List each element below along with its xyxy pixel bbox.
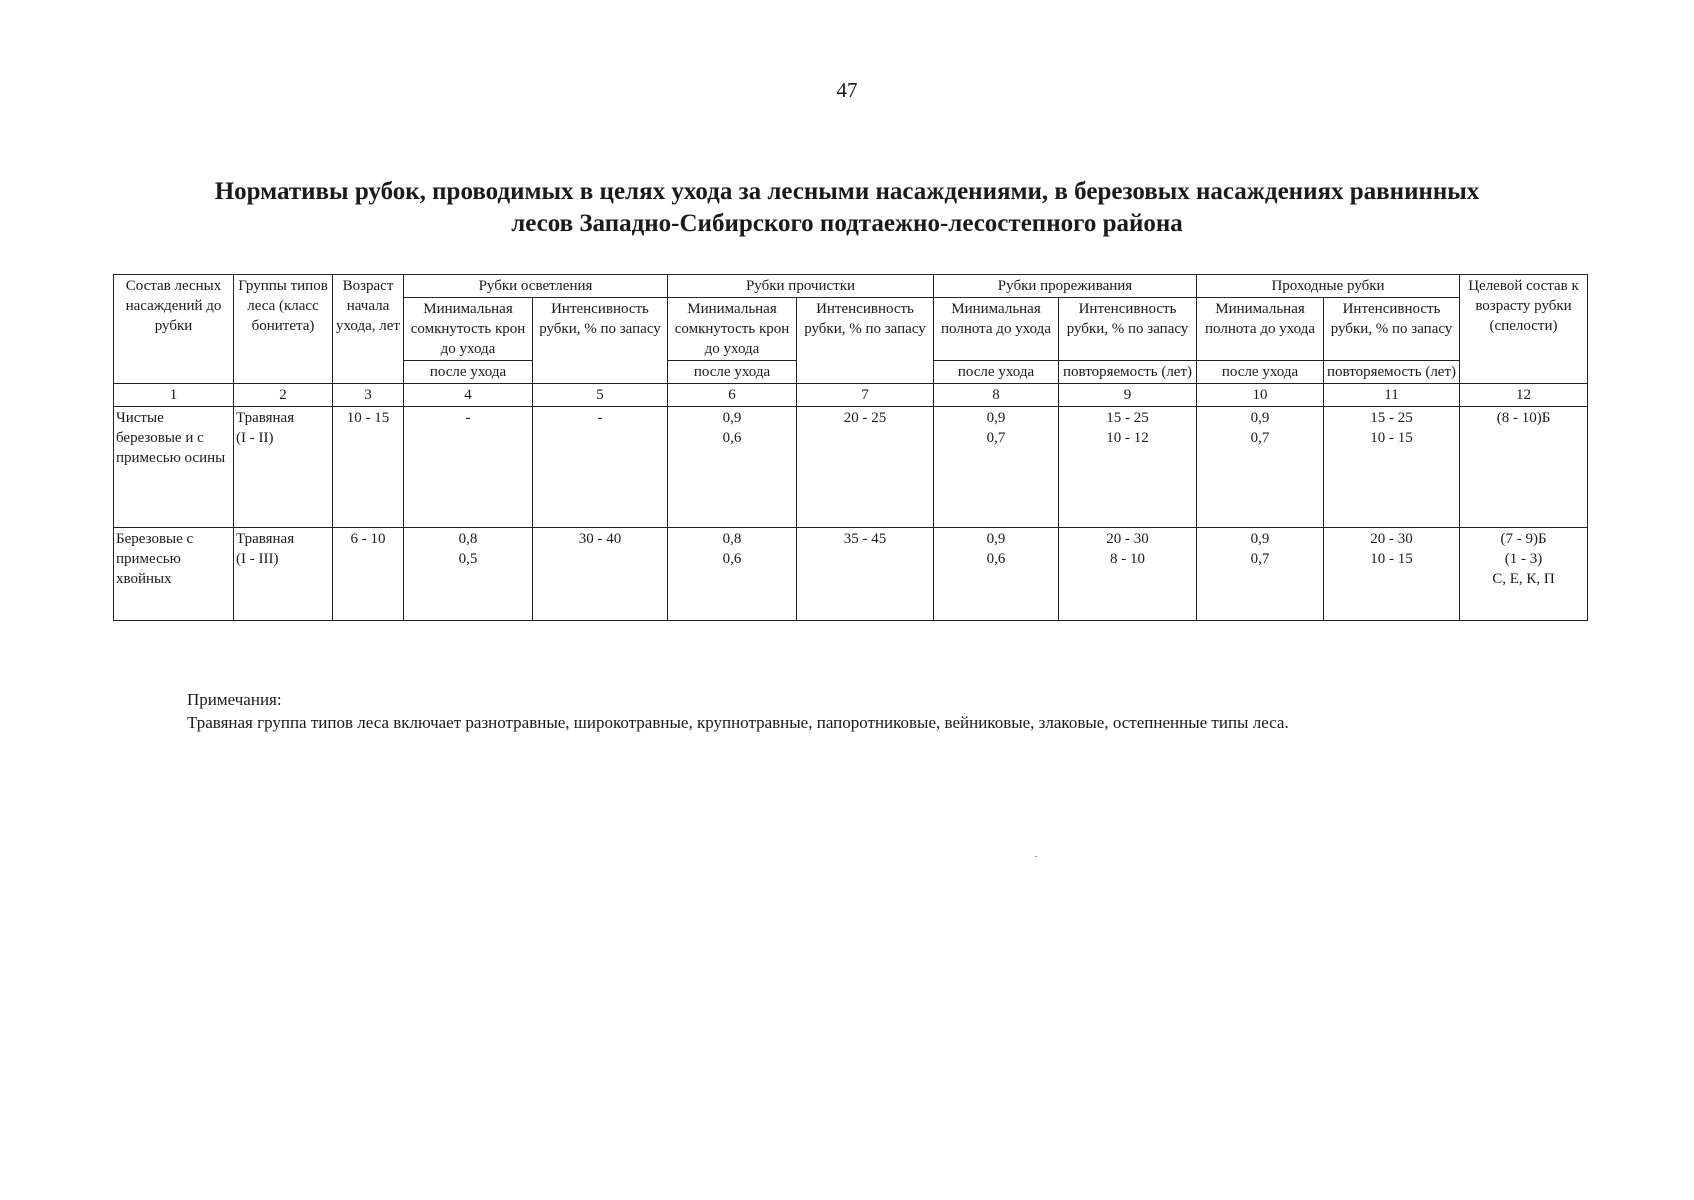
header-min-closure-4: Минимальная сомкнутость крон до ухода <box>404 298 533 361</box>
forest-type-name: Травяная <box>236 531 295 547</box>
header-min-density-8: Минимальная полнота до ухода <box>934 298 1059 361</box>
value-after: 0,7 <box>1250 430 1270 446</box>
target-line-2: (1 - 3) <box>1504 551 1543 567</box>
column-number: 12 <box>1460 384 1588 407</box>
header-intensity-7: Интенсивность рубки, % по запасу <box>797 298 934 384</box>
header-min-closure-6: Минимальная сомкнутость крон до ухода <box>668 298 797 361</box>
cell-thinning-density <box>934 528 1059 621</box>
value-before: 0,9 <box>986 531 1006 547</box>
value-before: 0,9 <box>1250 410 1270 426</box>
header-row-1 <box>114 275 1588 298</box>
header-target-composition: Целевой состав к возрасту рубки (спелости) <box>1460 275 1588 384</box>
cell-thinning-density <box>934 407 1059 528</box>
value-after: 0,6 <box>986 551 1006 567</box>
cell-forest-type <box>234 407 333 528</box>
value-after: 0,5 <box>458 551 478 567</box>
table-row <box>114 407 1588 528</box>
cell-thinning-intensity <box>1059 528 1197 621</box>
cell-cleaning-closure <box>668 528 797 621</box>
cell-composition: Чистые березовые и с примесью осины <box>114 407 234 528</box>
header-intensity-5: Интенсивность рубки, % по запасу <box>533 298 668 384</box>
header-intensity-9: Интенсивность рубки, % по запасу <box>1059 298 1197 361</box>
cell-cleaning-closure <box>668 407 797 528</box>
value-intensity: 15 - 25 <box>1106 410 1149 426</box>
bonitet-class: (I - II) <box>236 430 274 446</box>
target-line-1: (7 - 9)Б <box>1500 531 1547 547</box>
header-intensity-11: Интенсивность рубки, % по запасу <box>1324 298 1460 361</box>
notes-heading: Примечания: <box>187 690 282 709</box>
header-forest-type-groups: Группы типов леса (класс бонитета) <box>234 275 333 384</box>
header-repeat-9: повторяемость (лет) <box>1059 361 1197 384</box>
value-after: 0,6 <box>722 430 742 446</box>
notes-section <box>187 688 1289 734</box>
header-composition: Состав лесных насаждений до рубки <box>114 275 234 384</box>
value-repeat: 10 - 15 <box>1370 551 1413 567</box>
title-line-1: Нормативы рубок, проводимых в целях ухода за лесными насаждениями, в березовых насаждениях равнинных <box>214 178 1480 205</box>
column-number: 2 <box>234 384 333 407</box>
value-before: 0,8 <box>458 531 478 547</box>
norms-table <box>113 274 1588 621</box>
column-number: 1 <box>114 384 234 407</box>
column-number: 5 <box>533 384 668 407</box>
bonitet-class: (I - III) <box>236 551 279 567</box>
header-repeat-11: повторяемость (лет) <box>1324 361 1460 384</box>
cell-thinning-intensity <box>1059 407 1197 528</box>
cell-target-composition <box>1460 528 1588 621</box>
cell-clearing-closure <box>404 528 533 621</box>
cell-passing-intensity <box>1324 528 1460 621</box>
cell-composition: Березовые с примесью хвойных <box>114 528 234 621</box>
cell-target-composition <box>1460 407 1588 528</box>
target-line-3: С, Е, К, П <box>1492 571 1555 587</box>
value-intensity: 20 - 30 <box>1370 531 1413 547</box>
target-line-1: (8 - 10)Б <box>1496 410 1551 426</box>
cell-cleaning-intensity: 35 - 45 <box>797 528 934 621</box>
value-after: 0,6 <box>722 551 742 567</box>
table-row <box>114 528 1588 621</box>
page-number: 47 <box>836 78 858 102</box>
scan-speck <box>1035 856 1037 857</box>
document-title <box>100 176 1594 240</box>
column-number: 11 <box>1324 384 1460 407</box>
cell-cleaning-intensity: 20 - 25 <box>797 407 934 528</box>
column-number: 4 <box>404 384 533 407</box>
cell-start-age: 6 - 10 <box>333 528 404 621</box>
header-start-age: Возраст начала ухода, лет <box>333 275 404 384</box>
value-after: 0,7 <box>1250 551 1270 567</box>
header-group-thinning: Рубки прореживания <box>934 275 1197 298</box>
cell-passing-intensity <box>1324 407 1460 528</box>
header-group-passing: Проходные рубки <box>1197 275 1460 298</box>
cell-passing-density <box>1197 528 1324 621</box>
title-line-2: лесов Западно-Сибирского подтаежно-лесостепного района <box>511 210 1183 237</box>
value-before: 0,8 <box>722 531 742 547</box>
value-after: 0,7 <box>986 430 1006 446</box>
column-number: 9 <box>1059 384 1197 407</box>
column-number: 3 <box>333 384 404 407</box>
value-before: 0,9 <box>986 410 1006 426</box>
value-repeat: 10 - 15 <box>1370 430 1413 446</box>
cell-clearing-intensity: - <box>533 407 668 528</box>
column-number-row <box>114 384 1588 407</box>
value-intensity: 20 - 30 <box>1106 531 1149 547</box>
value-repeat: 10 - 12 <box>1106 430 1149 446</box>
cell-forest-type <box>234 528 333 621</box>
cell-start-age: 10 - 15 <box>333 407 404 528</box>
value-before: - <box>465 410 471 426</box>
column-number: 10 <box>1197 384 1324 407</box>
notes-text: Травяная группа типов леса включает разнотравные, широкотравные, крупнотравные, папоротниковые, вейниковые, злаковые, остепненные типы леса. <box>187 713 1289 732</box>
header-group-clearing: Рубки осветления <box>404 275 668 298</box>
value-repeat: 8 - 10 <box>1110 551 1145 567</box>
column-number: 6 <box>668 384 797 407</box>
value-intensity: 15 - 25 <box>1370 410 1413 426</box>
header-group-cleaning: Рубки прочистки <box>668 275 934 298</box>
cell-clearing-intensity: 30 - 40 <box>533 528 668 621</box>
header-after-care-4: после ухода <box>404 361 533 384</box>
column-number: 8 <box>934 384 1059 407</box>
column-number: 7 <box>797 384 934 407</box>
forest-type-name: Травяная <box>236 410 295 426</box>
value-before: 0,9 <box>1250 531 1270 547</box>
cell-clearing-closure <box>404 407 533 528</box>
value-before: 0,9 <box>722 410 742 426</box>
header-min-density-10: Минимальная полнота до ухода <box>1197 298 1324 361</box>
header-after-care-8: после ухода <box>934 361 1059 384</box>
cell-passing-density <box>1197 407 1324 528</box>
header-after-care-6: после ухода <box>668 361 797 384</box>
header-after-care-10: после ухода <box>1197 361 1324 384</box>
